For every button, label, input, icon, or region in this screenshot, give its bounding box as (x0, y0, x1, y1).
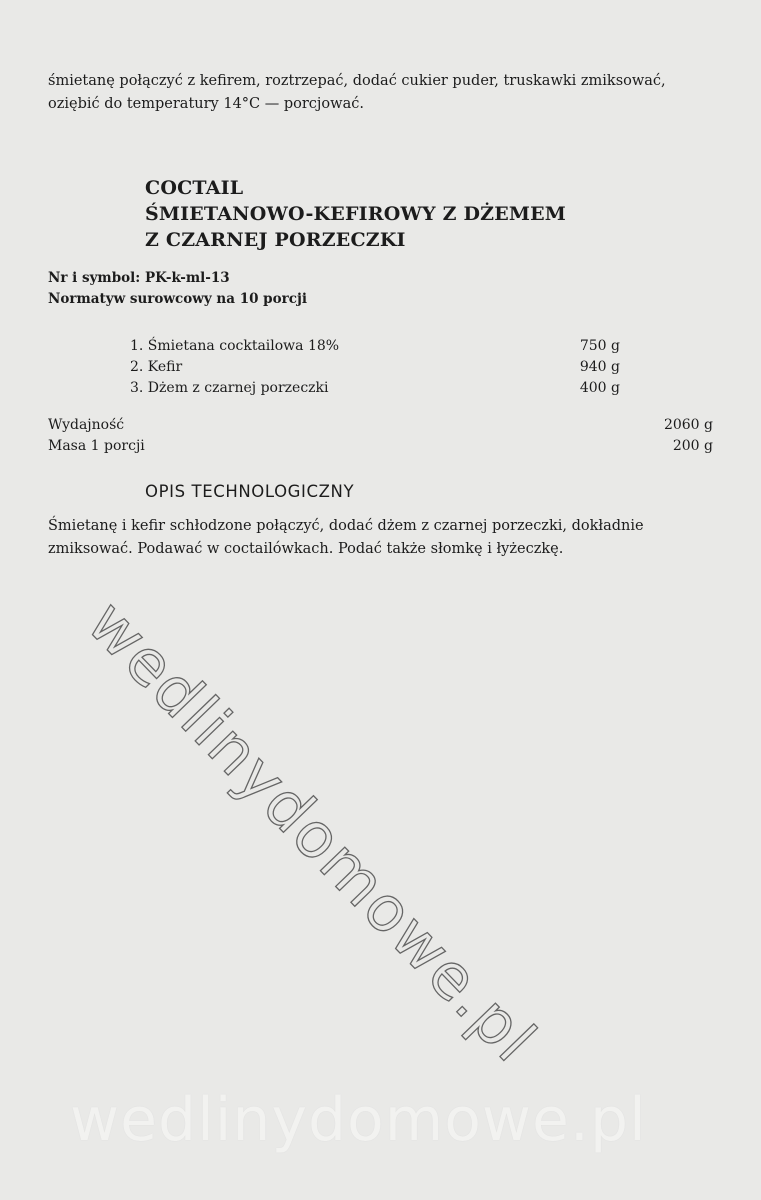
yield-block (48, 415, 713, 457)
ingredient-name: 3. Dżem z czarnej porzeczki (130, 380, 329, 396)
recipe-symbol: Nr i symbol: PK-k-ml-13 (48, 270, 230, 286)
ingredient-qty: 400 g (579, 380, 620, 396)
recipe-title-line-1: COCTAIL (145, 177, 244, 199)
recipe-title-line-2: ŚMIETANOWO-KEFIROWY Z DŻEMEM (145, 203, 567, 225)
watermark-bottom: wedlinydomowe.pl (70, 1085, 647, 1155)
recipe-title-line-3: Z CZARNEJ PORZECZKI (145, 229, 406, 251)
watermark-diagonal: wedlinydomowe.pl (73, 586, 551, 1077)
yield-value: 2060 g (663, 417, 713, 433)
yield-row (48, 415, 713, 436)
ingredients-list (130, 336, 620, 399)
recipe-norm: Normatyw surowcowy na 10 porcji (48, 291, 307, 307)
description-paragraph: Śmietanę i kefir schłodzone połączyć, dodać dżem z czarnej porzeczki, dokładnie zmiksować. Podawać w coctailówkach. Podać także słomkę i łyżeczkę. (48, 518, 644, 557)
ingredient-name: 1. Śmietana cocktailowa 18% (130, 338, 340, 354)
ingredient-name: 2. Kefir (130, 359, 183, 375)
ingredient-qty: 750 g (579, 338, 620, 354)
section-title: OPIS TECHNOLOGICZNY (145, 482, 355, 501)
recipe-meta (48, 268, 307, 310)
portion-value: 200 g (672, 438, 713, 454)
ingredient-qty: 940 g (579, 359, 620, 375)
yield-label: Wydajność (48, 417, 125, 433)
ingredient-row (130, 336, 620, 357)
ingredient-row (130, 357, 620, 378)
portion-label: Masa 1 porcji (48, 438, 145, 454)
intro-paragraph: śmietanę połączyć z kefirem, roztrzepać, dodać cukier puder, truskawki zmiksować, oziębić do temperatury 14°C — porcjować. (48, 73, 666, 112)
ingredient-row (130, 378, 620, 399)
recipe-title (145, 175, 566, 253)
portion-row (48, 436, 713, 457)
